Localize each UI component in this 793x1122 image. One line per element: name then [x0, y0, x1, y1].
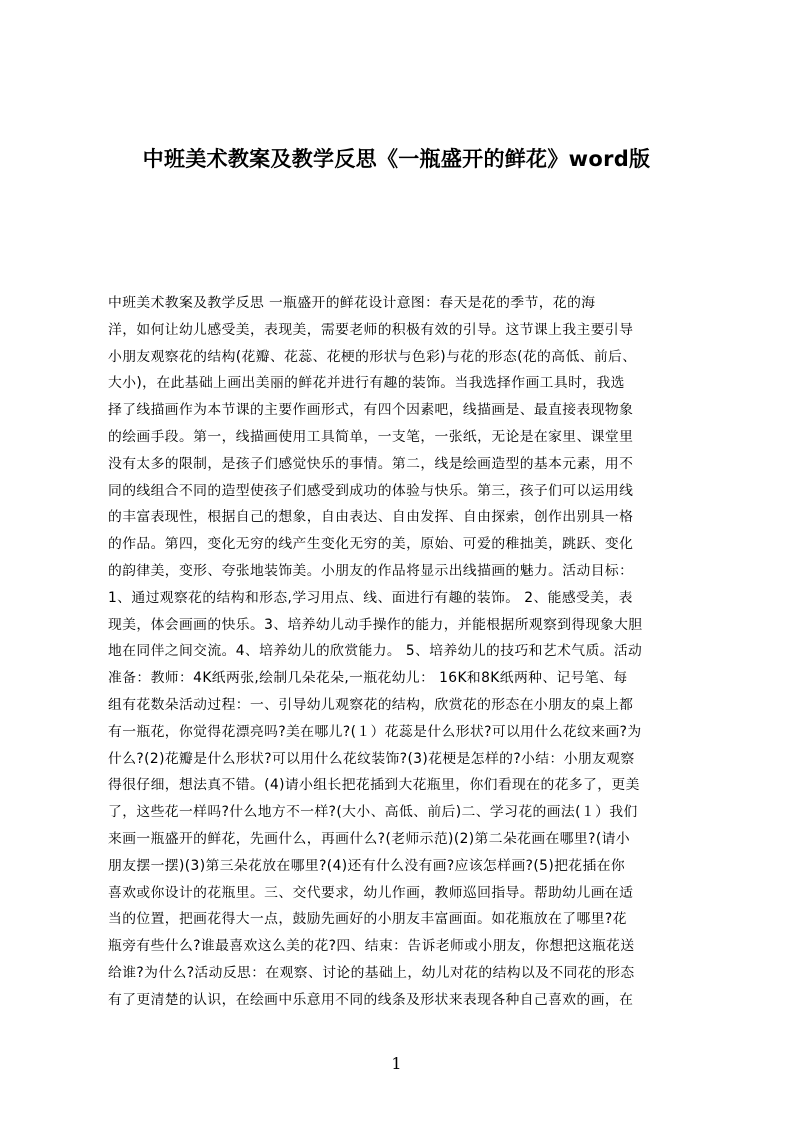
body-line: 地在同伴之间交流。4、培养幼儿的欣赏能力。 5、培养幼儿的技巧和艺术气质。活动 — [108, 643, 643, 660]
document-title: 中班美术教案及教学反思《一瓶盛开的鲜花》word版 — [142, 147, 651, 171]
body-line: 的韵律美，变形、夸张地装饰美。小朋友的作品将显示出线描画的魅力。活动目标： — [108, 562, 634, 579]
body-line: 的作品。第四，变化无穷的线产生变化无穷的美，原始、可爱的稚拙美，跳跃、变化 — [108, 536, 634, 553]
body-line: 了，这些花一样吗?什么地方不一样?(大小、高低、前后)二、学习花的画法(１）我们 — [108, 804, 638, 821]
body-line: 1、通过观察花的结构和形态,学习用点、线、面进行有趣的装饰。 2、能感受美，表 — [108, 589, 633, 606]
body-line: 同的线组合不同的造型使孩子们感受到成功的体验与快乐。第三，孩子们可以运用线 — [108, 482, 634, 499]
body-line: 的绘画手段。第一，线描画使用工具简单，一支笔，一张纸，无论是在家里、课堂里 — [108, 428, 634, 445]
body-line: 得很仔细，想法真不错。(4)请小组长把花插到大花瓶里，你们看现在的花多了，更美 — [108, 777, 640, 794]
body-line: 瓶旁有些什么?谁最喜欢这么美的花?四、结束：告诉老师或小朋友，你想把这瓶花送 — [108, 938, 635, 955]
page-number: 1 — [391, 1054, 402, 1073]
body-line: 有了更清楚的认识，在绘画中乐意用不同的线条及形状来表现各种自己喜欢的画，在 — [108, 991, 634, 1008]
body-line: 准备：教师：4K纸两张,绘制几朵花朵,一瓶花幼儿： 16K和8K纸两种、记号笔、每 — [108, 670, 628, 687]
body-line: 当的位置，把画花得大一点，鼓励先画好的小朋友丰富画面。如花瓶放在了哪里?花 — [108, 911, 627, 928]
body-line: 给谁?为什么?活动反思：在观察、讨论的基础上，幼儿对花的结构以及不同花的形态 — [108, 964, 635, 981]
body-line: 什么?(2)花瓣是什么形状?可以用什么花纹装饰?(3)花梗是怎样的?小结：小朋友观察 — [108, 750, 635, 767]
body-line: 没有太多的限制，是孩子们感觉快乐的事情。第二，线是绘画造型的基本元素，用不 — [108, 455, 634, 472]
body-line: 洋，如何让幼儿感受美，表现美，需要老师的积极有效的引导。这节课上我主要引导 — [108, 321, 634, 338]
body-line: 择了线描画作为本节课的主要作画形式，有四个因素吧，线描画是、最直接表现物象 — [108, 402, 634, 419]
body-line: 大小)，在此基础上画出美丽的鲜花并进行有趣的装饰。当我选择作画工具时，我选 — [108, 375, 625, 392]
body-line: 的丰富表现性，根据自己的想象，自由表达、自由发挥、自由探索，创作出别具一格 — [108, 509, 634, 526]
body-line: 小朋友观察花的结构(花瓣、花蕊、花梗的形状与色彩)与花的形态(花的高低、前后、 — [108, 348, 637, 365]
document-body — [108, 290, 698, 1070]
body-line: 来画一瓶盛开的鲜花，先画什么，再画什么?(老师示范)(2)第二朵花画在哪里?(请小 — [108, 830, 631, 847]
body-line: 有一瓶花，你觉得花漂亮吗?美在哪儿?(１）花蕊是什么形状?可以用什么花纹来画?为 — [108, 723, 642, 740]
body-line: 现美，体会画画的快乐。3、培养幼儿动手操作的能力，并能根据所观察到得现象大胆 — [108, 616, 643, 633]
body-line: 喜欢或你设计的花瓶里。三、交代要求，幼儿作画，教师巡回指导。帮助幼儿画在适 — [108, 884, 634, 901]
body-line: 中班美术教案及教学反思 一瓶盛开的鲜花设计意图：春天是花的季节，花的海 — [108, 295, 596, 311]
body-line: 朋友摆一摆)(3)第三朵花放在哪里?(4)还有什么没有画?应该怎样画?(5)把花插在你 — [108, 857, 626, 874]
body-line: 组有花数朵活动过程：一、引导幼儿观察花的结构，欣赏花的形态在小朋友的桌上都 — [108, 696, 634, 713]
